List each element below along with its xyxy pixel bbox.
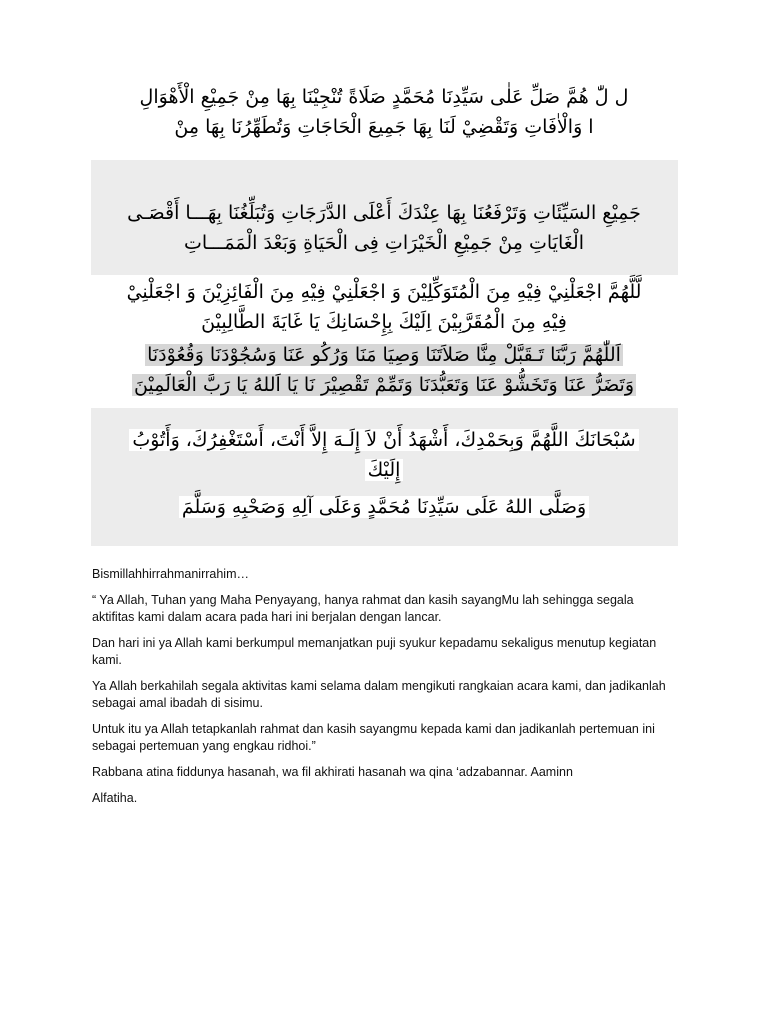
arabic-line: ل لّٰ هُمَّ صَلِّ عَلٰى سَيِّدِنَا مُحَمَّدٍ صَلَاةً تُنْجِيْنَا بِهَا مِنْ جَمِيْعِ الْأَهْوَالِ <box>139 86 629 108</box>
arabic-line: سُبْحَانَكَ اللَّهُمَّ وَبِحَمْدِكَ، أَشْهَدُ أَنْ لاَ إِلَـهَ إِلاَّ أَنْتَ، أَسْتَغْفِرُكَ، وَأَتُوْبُ <box>129 429 638 451</box>
arabic-paragraph-1 <box>110 82 658 142</box>
arabic-line: اَللّٰهُمَّ رَبَّنَا تَـقَبَّلْ مِنَّا صَلاَتَنَا وَصِيَا مَنَا وَرُكُو عَنَا وَسُجُوْدَنَا وَقُعُوْدَنَا <box>147 344 621 366</box>
arabic-line: لَّلَّهُمَّ اجْعَلْنِيْ فِيْهِ مِنَ الْمُتَوَكِّلِيْنَ وَ اجْعَلْنِيْ فِيْهِ مِنَ الْفَائِزِيْنَ وَ اجْعَلْنِيْ <box>126 281 642 303</box>
latin-prayer-text <box>92 566 672 816</box>
arabic-line-wrap <box>110 492 658 522</box>
arabic-line: ا وَالْاٰفَاتِ وَتَقْضِيْ لَنَا بِهَا جَمِيعَ الْحَاجَاتِ وَتُطَهِّرُنَا بِهَا مِنْ <box>174 116 594 138</box>
arabic-paragraph-4 <box>110 340 658 400</box>
arabic-line: الْغَايَاتِ مِنْ جَمِيْعِ الْخَيْرَاتِ فِى الْحَيَاةِ وَبَعْدَ الْمَمَـــاتِ <box>184 232 584 254</box>
paragraph-gathering: Dan hari ini ya Allah kami berkumpul memanjatkan puji syukur kepadamu sekaligus menutup kegiatan kami. <box>92 636 657 667</box>
paragraph-alfatiha: Alfatiha. <box>92 791 138 805</box>
arabic-line: وَتَضَرُّ عَنَا وَتَخَشُّوْ عَنَا وَتَعَبُّدَنَا وَتَمِّمْ تَقْصِيْرَ نَا يَا اَللهُ يَا رَبَّ الْعَالَمِيْنَ <box>133 374 635 396</box>
arabic-line: إِلَيْكَ <box>365 459 404 481</box>
arabic-line-wrap <box>110 455 658 485</box>
arabic-line-wrap <box>110 425 658 455</box>
arabic-paragraph-6 <box>110 492 658 522</box>
paragraph-mercy: Untuk itu ya Allah tetapkanlah rahmat dan kasih sayangmu kepada kami dan jadikanlah pertemuan ini sebagai pertemuan yang engkau ridhoi.” <box>92 722 655 753</box>
arabic-paragraph-5 <box>110 425 658 485</box>
arabic-line-wrap <box>110 340 658 370</box>
paragraph-blessing: Ya Allah berkahilah segala aktivitas kami selama dalam mengikuti rangkaian acara kami, dan jadikanlah sebagai amal ibadah di sisimu. <box>92 679 666 710</box>
arabic-paragraph-2 <box>110 198 658 258</box>
paragraph-bismillah: Bismillahhirrahmanirrahim… <box>92 567 249 581</box>
arabic-paragraph-3 <box>110 277 658 337</box>
paragraph-opening: “ Ya Allah, Tuhan yang Maha Penyayang, hanya rahmat dan kasih sayangMu lah sehingga segala aktifitas kami dalam acara pada hari ini berjalan dengan lancar. <box>92 593 634 624</box>
paragraph-rabbana: Rabbana atina fiddunya hasanah, wa fil akhirati hasanah wa qina ‘adzabannar. Aaminn <box>92 765 573 779</box>
arabic-line: فِيْهِ مِنَ الْمُقَرَّبِيْنَ اِلَيْكَ بِإِحْسَانِكَ يَا غَايَةَ الطَّالِبِيْنَ <box>201 311 567 333</box>
arabic-line: وَصَلَّى اللهُ عَلَى سَيِّدِنَا مُحَمَّدٍ وَعَلَى آلِهِ وَصَحْبِهِ وَسَلَّمَ <box>179 496 589 518</box>
arabic-line-wrap <box>110 370 658 400</box>
arabic-line: جَمِيْعِ السَيِّئَاتِ وَتَرْفَعُنَا بِهَا عِنْدَكَ أَعْلَى الدَّرَجَاتِ وَتُبَلِّغُنَا بِهَـــا أَقْصَـى <box>127 202 641 224</box>
